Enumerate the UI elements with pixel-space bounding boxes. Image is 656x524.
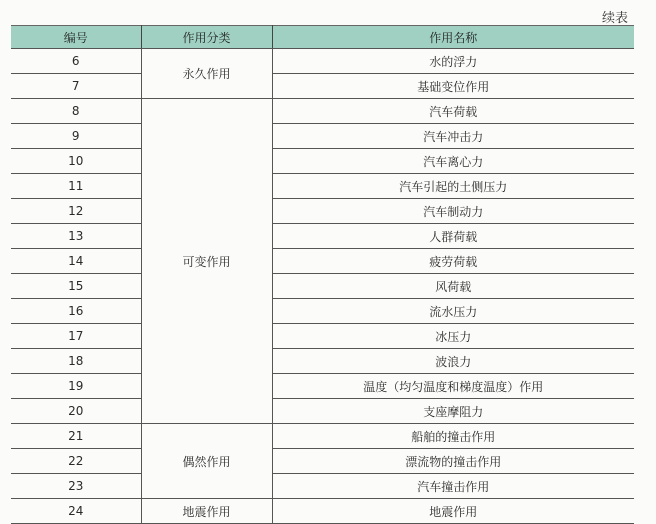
row-number: 10 (11, 149, 141, 174)
row-number: 7 (11, 74, 141, 99)
table-row (11, 374, 634, 399)
actions-table (11, 25, 634, 524)
category-cell: 地震作用 (141, 499, 272, 524)
action-name: 汽车撞击作用 (272, 474, 634, 499)
row-number: 6 (11, 49, 141, 74)
action-name: 温度（均匀温度和梯度温度）作用 (272, 374, 634, 399)
header-number: 编号 (11, 26, 141, 49)
table-row (11, 124, 634, 149)
row-number: 24 (11, 499, 141, 524)
table-row (11, 449, 634, 474)
table-body (11, 49, 634, 524)
action-name: 漂流物的撞击作用 (272, 449, 634, 474)
table-header-row (11, 26, 634, 49)
row-number: 11 (11, 174, 141, 199)
action-name: 流水压力 (272, 299, 634, 324)
header-category: 作用分类 (141, 26, 272, 49)
row-number: 20 (11, 399, 141, 424)
action-name: 波浪力 (272, 349, 634, 374)
table-row (11, 274, 634, 299)
row-number: 23 (11, 474, 141, 499)
table-row (11, 299, 634, 324)
table-row (11, 99, 634, 124)
action-name: 水的浮力 (272, 49, 634, 74)
table-row (11, 399, 634, 424)
row-number: 13 (11, 224, 141, 249)
table-row (11, 324, 634, 349)
table-row (11, 74, 634, 99)
table-row (11, 199, 634, 224)
row-number: 19 (11, 374, 141, 399)
action-name: 冰压力 (272, 324, 634, 349)
row-number: 22 (11, 449, 141, 474)
action-name: 疲劳荷载 (272, 249, 634, 274)
action-name: 船舶的撞击作用 (272, 424, 634, 449)
action-name: 风荷载 (272, 274, 634, 299)
category-cell: 可变作用 (141, 99, 272, 424)
table-row (11, 49, 634, 74)
header-action-name: 作用名称 (272, 26, 634, 49)
action-name: 支座摩阻力 (272, 399, 634, 424)
table-row (11, 349, 634, 374)
row-number: 16 (11, 299, 141, 324)
action-name: 地震作用 (272, 499, 634, 524)
action-name: 基础变位作用 (272, 74, 634, 99)
row-number: 21 (11, 424, 141, 449)
action-name: 汽车制动力 (272, 199, 634, 224)
category-cell: 永久作用 (141, 49, 272, 99)
action-name: 人群荷载 (272, 224, 634, 249)
row-number: 8 (11, 99, 141, 124)
row-number: 14 (11, 249, 141, 274)
table-row (11, 249, 634, 274)
action-name: 汽车离心力 (272, 149, 634, 174)
row-number: 9 (11, 124, 141, 149)
table-row (11, 424, 634, 449)
category-cell: 偶然作用 (141, 424, 272, 499)
row-number: 15 (11, 274, 141, 299)
action-name: 汽车引起的土侧压力 (272, 174, 634, 199)
table-row (11, 174, 634, 199)
row-number: 18 (11, 349, 141, 374)
row-number: 12 (11, 199, 141, 224)
table-row (11, 474, 634, 499)
table-row (11, 224, 634, 249)
continued-label: 续表 (601, 11, 628, 26)
table-row (11, 149, 634, 174)
table-row (11, 499, 634, 524)
action-name: 汽车荷载 (272, 99, 634, 124)
action-name: 汽车冲击力 (272, 124, 634, 149)
row-number: 17 (11, 324, 141, 349)
